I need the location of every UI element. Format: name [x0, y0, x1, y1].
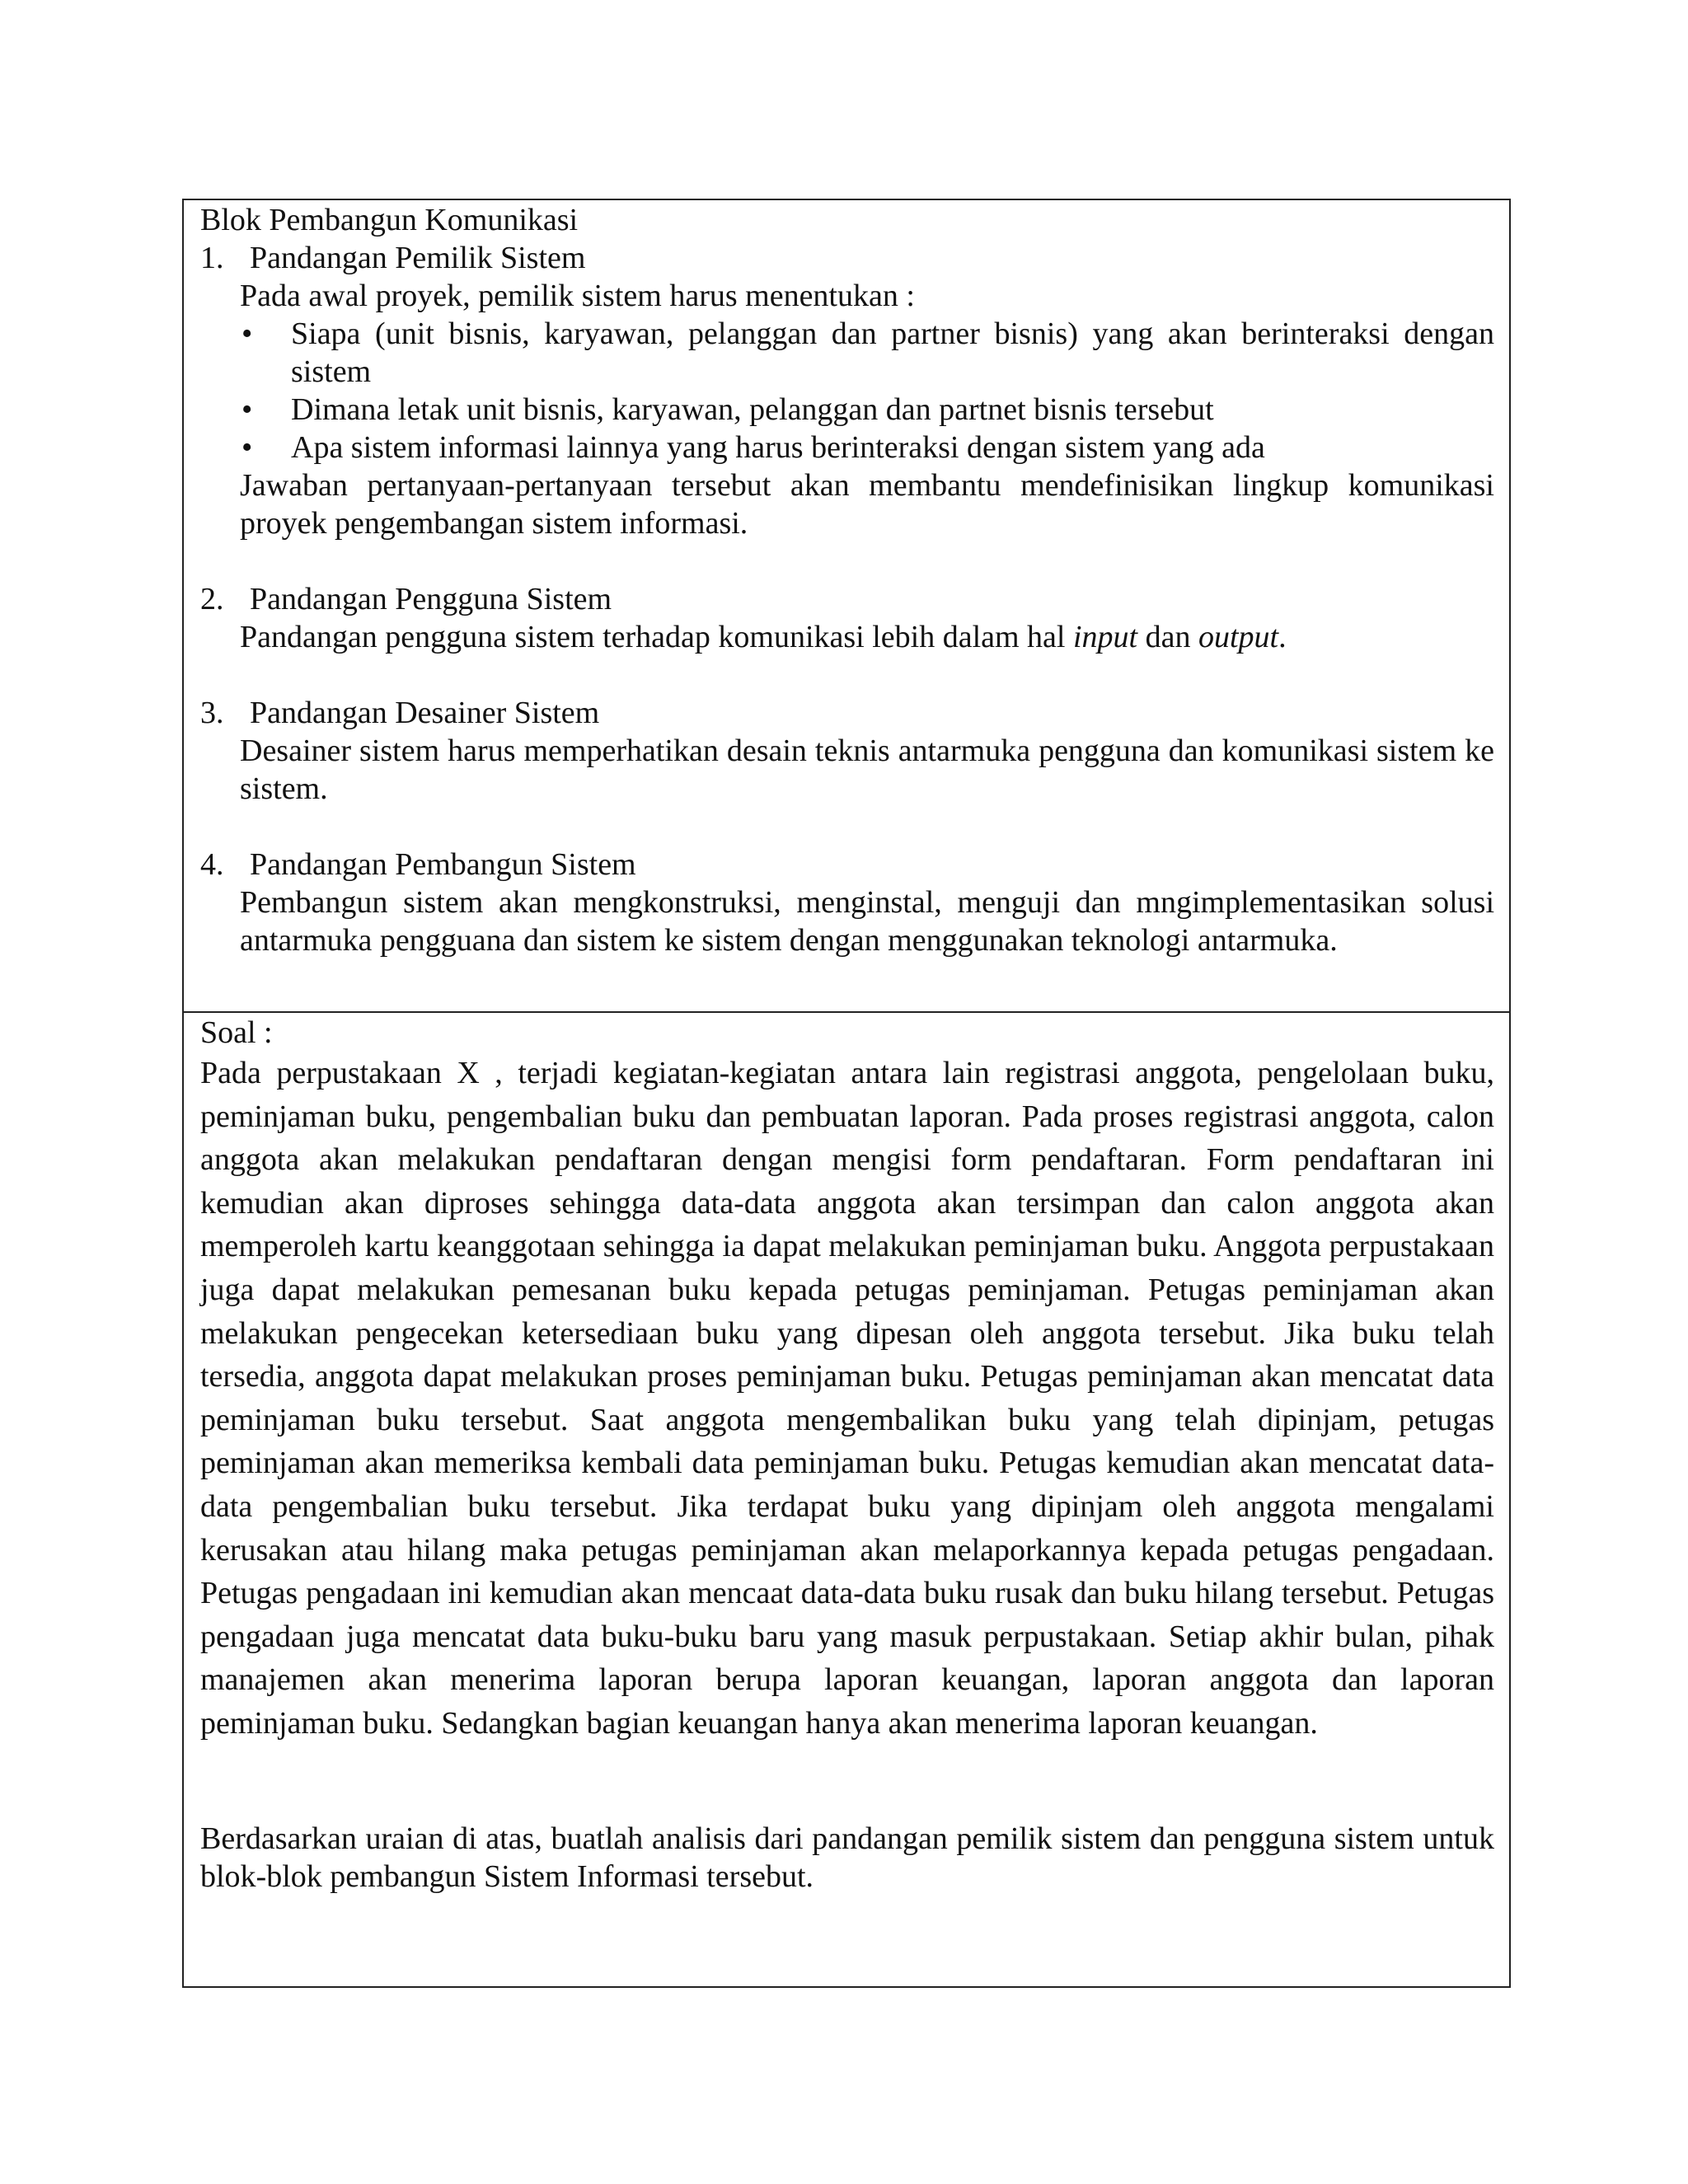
section-system-owner: [200, 239, 1494, 542]
bullet-icon: •: [241, 392, 253, 427]
bullet-item: [240, 429, 1494, 466]
bullet-icon: •: [241, 430, 253, 465]
bullet-item: [240, 315, 1494, 391]
italic-input: input: [1072, 620, 1138, 654]
italic-output: output: [1198, 620, 1279, 654]
section-title: Pandangan Pengguna Sistem: [250, 582, 612, 616]
section-body: [200, 618, 1494, 656]
section-heading: [200, 694, 1494, 732]
section-number: 4.: [200, 847, 224, 882]
section-system-user: [200, 580, 1494, 656]
section-heading: [200, 580, 1494, 618]
body-text: .: [1278, 620, 1287, 654]
section-system-builder: [200, 846, 1494, 959]
section-outro: Jawaban pertanyaan-pertanyaan tersebut akan membantu mendefinisikan lingkup komunikasi proyek pengembangan sistem informasi.: [240, 468, 1494, 541]
section-number: 2.: [200, 582, 224, 616]
communication-block-cell: [184, 201, 1509, 1013]
section-number: 3.: [200, 696, 224, 730]
section-intro: Pada awal proyek, pemilik sistem harus menentukan :: [240, 279, 915, 313]
section-title: Pandangan Pembangun Sistem: [250, 847, 636, 882]
question-block-cell: [184, 1014, 1509, 1986]
bullet-item: [240, 391, 1494, 429]
section-title: Pandangan Pemilik Sistem: [250, 241, 586, 275]
body-text: Pandangan pengguna sistem terhadap komunikasi lebih dalam hal: [240, 620, 1073, 654]
section-title: Pandangan Desainer Sistem: [250, 696, 600, 730]
bullet-text: Dimana letak unit bisnis, karyawan, pelanggan dan partnet bisnis tersebut: [291, 392, 1214, 427]
section-body: Pembangun sistem akan mengkonstruksi, menginstal, menguji dan mngimplementasikan solusi antarmuka pengguana dan sistem ke sistem dengan menggunakan teknologi antarmuka.: [240, 885, 1494, 958]
question-paragraph: Pada perpustakaan X , terjadi kegiatan-kegiatan antara lain registrasi anggota, pengelolaan buku, peminjaman buku, pengembalian buku dan pembuatan laporan. Pada proses registrasi anggota, calon anggota akan melakukan pendaftaran dengan mengisi form pendaftaran. Form pendaftaran ini kemudian akan diproses sehingga data-data anggota akan tersimpan dan calon anggota akan memperoleh kartu keanggotaan sehingga ia dapat melakukan peminjaman buku. Anggota perpustakaan juga dapat melakukan pemesanan buku kepada petugas peminjaman. Petugas peminjaman akan melakukan pengecekan ketersediaan buku yang dipesan oleh anggota tersebut. Jika buku telah tersedia, anggota dapat melakukan proses peminjaman buku. Petugas peminjaman akan mencatat data peminjaman buku tersebut. Saat anggota mengembalikan buku yang telah dipinjam, petugas peminjaman akan memeriksa kembali data peminjaman buku. Petugas kemudian akan mencatat data-data pengembalian buku tersebut. Jika terdapat buku yang dipinjam oleh anggota mengalami kerusakan atau hilang maka petugas peminjaman akan melaporkannya kepada petugas pengadaan. Petugas pengadaan ini kemudian akan mencaat data-data buku rusak dan buku hilang tersebut. Petugas pengadaan juga mencatat data buku-buku baru yang masuk perpustakaan. Setiap akhir bulan, pihak manajemen akan menerima laporan berupa laporan keuangan, laporan anggota dan laporan peminjaman buku. Sedangkan bagian keuangan hanya akan menerima laporan keuangan.: [200, 1056, 1494, 1741]
section-body: Desainer sistem harus memperhatikan desain teknis antarmuka pengguna dan komunikasi sistem ke sistem.: [240, 733, 1494, 806]
document-table: [182, 199, 1511, 1988]
bullet-text: Apa sistem informasi lainnya yang harus berinteraksi dengan sistem yang ada: [291, 430, 1265, 465]
bullet-list: [240, 315, 1494, 466]
section-body: [200, 277, 1494, 542]
section-heading: [200, 239, 1494, 277]
bullet-icon: •: [241, 316, 253, 351]
section-number: 1.: [200, 241, 224, 275]
section-system-designer: [200, 694, 1494, 808]
question-instruction: Berdasarkan uraian di atas, buatlah analisis dari pandangan pemilik sistem dan pengguna sistem untuk blok-blok pembangun Sistem Informasi tersebut.: [200, 1821, 1494, 1894]
body-text: dan: [1137, 620, 1198, 654]
section-heading: [200, 846, 1494, 883]
question-label: Soal :: [200, 1015, 273, 1050]
block-title: Blok Pembangun Komunikasi: [200, 203, 579, 237]
bullet-text: Siapa (unit bisnis, karyawan, pelanggan dan partner bisnis) yang akan berinteraksi dengan sistem: [291, 316, 1494, 389]
